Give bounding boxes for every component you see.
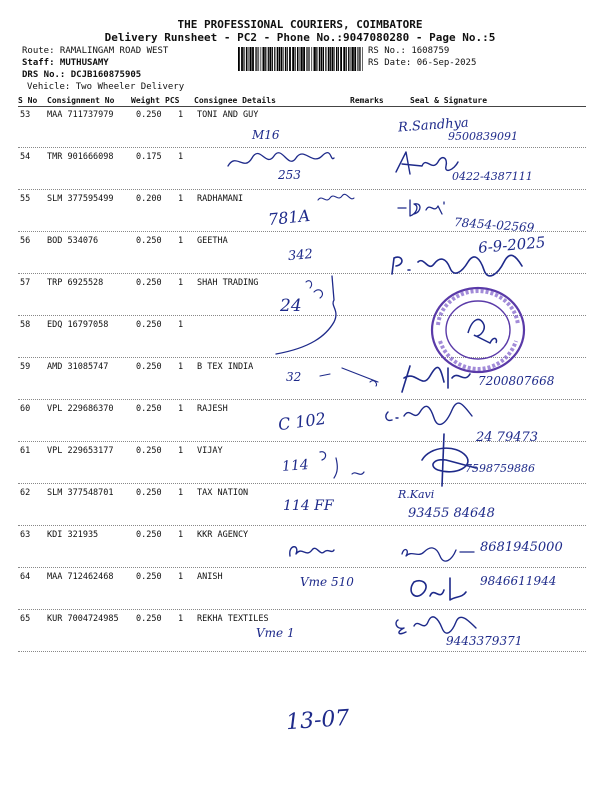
barcode-bar [263, 47, 265, 71]
barcode-bar [332, 47, 334, 71]
row-pcs: 1 [178, 194, 184, 204]
barcode-bar [348, 47, 349, 71]
barcode-bar [241, 47, 243, 71]
barcode-bar [283, 47, 284, 71]
barcode-bar [250, 47, 252, 71]
hw-r64-remark: Vme 510 [300, 575, 354, 589]
barcode-bar [265, 47, 266, 71]
row-pcs: 1 [178, 110, 184, 120]
hw-r63-signature [398, 540, 478, 564]
hw-r65-phone: 9443379371 [446, 634, 523, 648]
hw-r63-remark [286, 540, 336, 562]
row-divider [18, 273, 586, 274]
hw-r60-signature [382, 402, 482, 432]
hw-r59-remark: 32 [286, 370, 302, 384]
hw-r53-remark: M16 [252, 128, 280, 142]
hw-r61-phone1: 24 79473 [476, 430, 539, 445]
row-pcs: 1 [178, 446, 184, 456]
barcode-bar [346, 47, 347, 71]
barcode-bar [299, 47, 300, 71]
barcode-bar [260, 47, 261, 71]
row-pcs: 1 [178, 572, 184, 582]
barcode-bar [357, 47, 358, 71]
row-consignee: RADHAMANI [197, 194, 244, 204]
row-consignment-no: KDI 321935 [47, 530, 99, 540]
col-sno: S No [18, 96, 38, 105]
rs-date: RS Date: 06-Sep-2025 [368, 58, 477, 68]
barcode-bar [330, 47, 331, 71]
row-sno: 56 [20, 236, 31, 246]
row-sno: 54 [20, 152, 31, 162]
barcode-bar [249, 47, 250, 71]
hw-r64-signature [404, 572, 474, 606]
row-consignee: VIJAY [197, 446, 223, 456]
barcode-bar [281, 47, 283, 71]
barcode-bar [340, 47, 342, 71]
row-pcs: 1 [178, 530, 184, 540]
row-weight: 0.250 [136, 446, 162, 456]
barcode-bar [272, 47, 273, 71]
hw-footer-mark: 13-07 [285, 705, 351, 736]
barcode-bar [306, 47, 307, 71]
barcode-bar [268, 47, 269, 71]
hw-r59-phone: 7200807668 [478, 374, 555, 388]
row-consignment-no: SLM 377548701 [47, 488, 114, 498]
row-weight: 0.250 [136, 530, 162, 540]
row-sno: 60 [20, 404, 31, 414]
barcode-bar [325, 47, 326, 71]
barcode-bar [338, 47, 339, 71]
hw-r54-remark: 253 [278, 168, 301, 182]
hw-r55-scribble [316, 192, 356, 206]
row-pcs: 1 [178, 278, 184, 288]
row-consignee: REKHA TEXTILES [197, 614, 269, 624]
row-sno: 59 [20, 362, 31, 372]
row-consignee: KKR AGENCY [197, 530, 249, 540]
barcode-bar [343, 47, 345, 71]
runsheet-subtitle: Delivery Runsheet - PC2 - Phone No.:9047080280 - Page No.:5 [104, 31, 496, 44]
hw-r62-remark: 114 FF [283, 498, 334, 514]
hw-r55-phone: 78454-02569 [453, 215, 535, 235]
row-sno: 63 [20, 530, 31, 540]
barcode-bar [255, 47, 256, 71]
col-pcs: PCS [165, 96, 180, 105]
row-sno: 61 [20, 446, 31, 456]
hw-r57-remark: 24 [280, 296, 302, 316]
row-consignment-no: AMD 31085747 [47, 362, 109, 372]
barcode-bar [277, 47, 279, 71]
hw-r54-phone: 0422-4387111 [452, 170, 533, 183]
hw-r61-remark: 114 [281, 457, 310, 475]
row-pcs: 1 [178, 152, 184, 162]
row-weight: 0.250 [136, 404, 162, 414]
barcode-bar [300, 47, 301, 71]
barcode-bar [285, 47, 286, 71]
barcode-bar [303, 47, 305, 71]
hw-r61-signature [416, 430, 480, 490]
barcode-bar [360, 47, 361, 71]
col-signature: Seal & Signature [410, 96, 488, 105]
barcode-bar [248, 47, 249, 71]
hw-r59-scribble [318, 364, 388, 388]
barcode-bar [334, 47, 335, 71]
hw-r53-phone: 9500839091 [448, 130, 518, 143]
row-consignment-no: VPL 229686370 [47, 404, 114, 414]
row-sno: 62 [20, 488, 31, 498]
barcode-bar [352, 47, 354, 71]
barcode-bar [279, 47, 280, 71]
row-pcs: 1 [178, 236, 184, 246]
hw-r61-scribble [312, 448, 372, 482]
barcode-bar [289, 47, 291, 71]
row-weight: 0.250 [136, 278, 162, 288]
row-sno: 58 [20, 320, 31, 330]
row-weight: 0.250 [136, 488, 162, 498]
row-pcs: 1 [178, 404, 184, 414]
row-weight: 0.250 [136, 320, 162, 330]
row-weight: 0.250 [136, 572, 162, 582]
row-divider [18, 609, 586, 610]
drs-label: DRS No.: DCJB160875905 [22, 70, 142, 80]
hw-r62-signature: R.Kavi [398, 488, 435, 501]
row-consignment-no: SLM 377595499 [47, 194, 114, 204]
barcode-bar [258, 47, 259, 71]
col-consignee: Consignee Details [194, 96, 276, 105]
barcode-bar [351, 47, 352, 71]
row-weight: 0.200 [136, 194, 162, 204]
barcode-bar [328, 47, 330, 71]
table-bottom-rule [18, 651, 586, 652]
hw-r64-phone: 9846611944 [480, 574, 557, 588]
row-sno: 64 [20, 572, 31, 582]
hw-r55-remark: 781A [267, 205, 311, 230]
barcode-bar [269, 47, 271, 71]
row-sno: 65 [20, 614, 31, 624]
hw-r62-phone: 93455 84648 [408, 506, 495, 521]
row-sno: 57 [20, 278, 31, 288]
row-divider [18, 399, 586, 400]
row-consignment-no: BOD 534076 [47, 236, 99, 246]
barcode-bar [319, 47, 320, 71]
barcode-bar [311, 47, 312, 71]
row-pcs: 1 [178, 614, 184, 624]
staff-label: Staff: MUTHUSAMY [22, 58, 109, 68]
row-weight: 0.175 [136, 152, 162, 162]
barcode-bar [336, 47, 337, 71]
company-title: THE PROFESSIONAL COURIERS, COIMBATORE [177, 18, 423, 31]
header-rule [18, 106, 586, 107]
col-consignment: Consignment No [47, 96, 115, 105]
row-consignee: RAJESH [197, 404, 228, 414]
barcode-bar [256, 47, 257, 71]
barcode-bar [321, 47, 323, 71]
barcode-bar [313, 47, 314, 71]
barcode-bar [316, 47, 317, 71]
barcode-bar [295, 47, 296, 71]
row-sno: 55 [20, 194, 31, 204]
barcode-bar [354, 47, 356, 71]
hw-r61-phone2: 7598759886 [465, 462, 535, 475]
row-consignee: GEETHA [197, 236, 228, 246]
row-consignee: TONI AND GUY [197, 110, 259, 120]
barcode-bar [287, 47, 288, 71]
barcode-bar [314, 47, 316, 71]
row-divider [18, 189, 586, 190]
company-seal-stamp [428, 285, 528, 375]
row-divider [18, 147, 586, 148]
row-consignment-no: VPL 229653177 [47, 446, 114, 456]
col-remarks: Remarks [350, 96, 384, 105]
barcode-bar [262, 47, 263, 71]
row-pcs: 1 [178, 320, 184, 330]
hw-r60-remark: C 102 [276, 408, 327, 435]
row-consignee: TAX NATION [197, 488, 249, 498]
row-consignee: ANISH [197, 572, 223, 582]
barcode-bar [274, 47, 275, 71]
row-divider [18, 483, 586, 484]
vehicle-label: Vehicle: Two Wheeler Delivery [27, 82, 185, 92]
row-sno: 53 [20, 110, 31, 120]
row-weight: 0.250 [136, 362, 162, 372]
barcode-bar [243, 47, 244, 71]
row-consignee: B TEX INDIA [197, 362, 254, 372]
hw-r56-remark: 342 [287, 246, 314, 265]
row-pcs: 1 [178, 488, 184, 498]
barcode-bar [292, 47, 294, 71]
barcode-bar [323, 47, 324, 71]
barcode-bar [246, 47, 247, 71]
hw-r63-phone: 8681945000 [480, 540, 563, 555]
barcode [237, 47, 365, 71]
hw-r55-signature [396, 196, 452, 220]
hw-r65-remark: Vme 1 [256, 626, 295, 640]
hw-r53-signature: R.Sandhya [397, 115, 470, 136]
row-divider [18, 567, 586, 568]
row-consignment-no: MAA 711737979 [47, 110, 114, 120]
row-pcs: 1 [178, 362, 184, 372]
barcode-bar [359, 47, 360, 71]
col-weight: Weight [131, 96, 160, 105]
barcode-bar [350, 47, 351, 71]
barcode-bar [252, 47, 254, 71]
row-weight: 0.250 [136, 614, 162, 624]
row-consignment-no: KUR 7004724985 [47, 614, 119, 624]
row-consignee: SHAH TRADING [197, 278, 259, 288]
barcode-bar [297, 47, 298, 71]
row-consignment-no: MAA 712462468 [47, 572, 114, 582]
row-consignment-no: TMR 901666098 [47, 152, 114, 162]
row-consignment-no: EDQ 16797058 [47, 320, 109, 330]
rs-number: RS No.: 1608759 [368, 46, 450, 56]
barcode-bar [301, 47, 303, 71]
hw-r56-date: 6-9-2025 [477, 233, 547, 257]
row-consignment-no: TRP 6925528 [47, 278, 104, 288]
barcode-bar [362, 47, 363, 71]
row-weight: 0.250 [136, 236, 162, 246]
row-divider [18, 525, 586, 526]
barcode-bar [307, 47, 308, 71]
route-label: Route: RAMALINGAM ROAD WEST [22, 46, 169, 56]
row-weight: 0.250 [136, 110, 162, 120]
barcode-bar [309, 47, 310, 71]
hw-r56-signature [388, 252, 528, 278]
barcode-bar [238, 47, 240, 71]
